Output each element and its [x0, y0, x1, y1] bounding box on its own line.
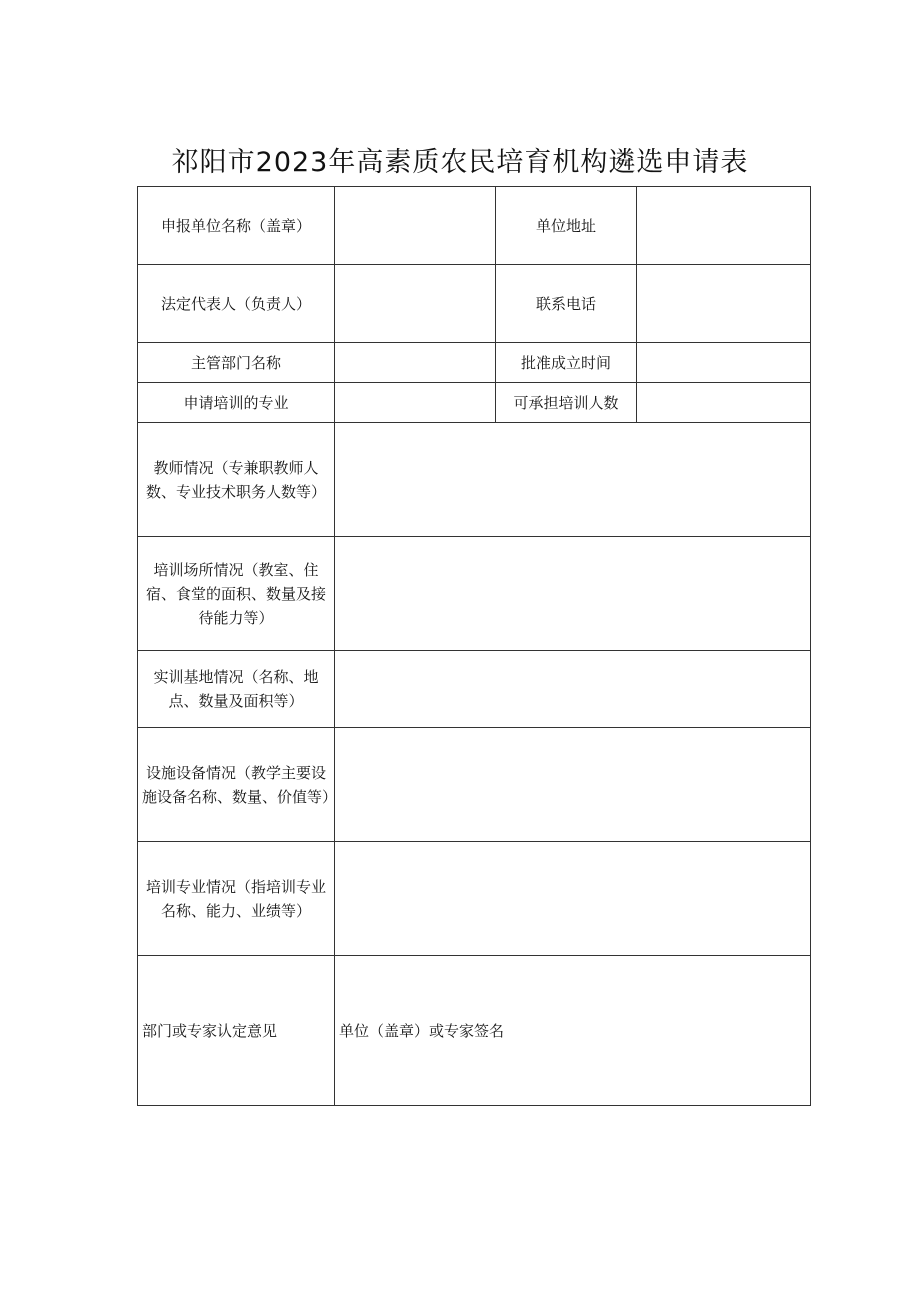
opinion-label: 部门或专家认定意见	[138, 956, 335, 1106]
table-row	[138, 187, 811, 265]
unit-name-label: 申报单位名称（盖章）	[138, 187, 335, 265]
table-row	[138, 651, 811, 728]
capacity-label: 可承担培训人数	[496, 383, 637, 423]
capacity-field[interactable]	[637, 383, 811, 423]
signature-label: 单位（盖章）或专家签名	[339, 1021, 505, 1040]
phone-label: 联系电话	[496, 265, 637, 343]
equipment-label: 设施设备情况（教学主要设施设备名称、数量、价值等）	[138, 728, 335, 842]
unit-address-field[interactable]	[637, 187, 811, 265]
major-field[interactable]	[335, 383, 496, 423]
table-row	[138, 956, 811, 1106]
teachers-field[interactable]	[335, 423, 811, 537]
table-row	[138, 383, 811, 423]
phone-field[interactable]	[637, 265, 811, 343]
table-row	[138, 728, 811, 842]
unit-name-field[interactable]	[335, 187, 496, 265]
venue-label: 培训场所情况（教室、住宿、食堂的面积、数量及接待能力等）	[138, 537, 335, 651]
application-form-table	[137, 186, 811, 1106]
teachers-label: 教师情况（专兼职教师人数、专业技术职务人数等）	[138, 423, 335, 537]
approval-date-label: 批准成立时间	[496, 343, 637, 383]
unit-address-label: 单位地址	[496, 187, 637, 265]
signature-field[interactable]	[335, 956, 811, 1106]
table-row	[138, 842, 811, 956]
specialty-field[interactable]	[335, 842, 811, 956]
equipment-field[interactable]	[335, 728, 811, 842]
legal-rep-label: 法定代表人（负责人）	[138, 265, 335, 343]
dept-name-field[interactable]	[335, 343, 496, 383]
specialty-label: 培训专业情况（指培训专业名称、能力、业绩等）	[138, 842, 335, 956]
base-field[interactable]	[335, 651, 811, 728]
table-row	[138, 343, 811, 383]
table-row	[138, 423, 811, 537]
dept-name-label: 主管部门名称	[138, 343, 335, 383]
page-title: 祁阳市2023年高素质农民培育机构遴选申请表	[171, 147, 749, 178]
legal-rep-field[interactable]	[335, 265, 496, 343]
approval-date-field[interactable]	[637, 343, 811, 383]
major-label: 申请培训的专业	[138, 383, 335, 423]
venue-field[interactable]	[335, 537, 811, 651]
base-label: 实训基地情况（名称、地点、数量及面积等）	[138, 651, 335, 728]
table-row	[138, 537, 811, 651]
table-row	[138, 265, 811, 343]
